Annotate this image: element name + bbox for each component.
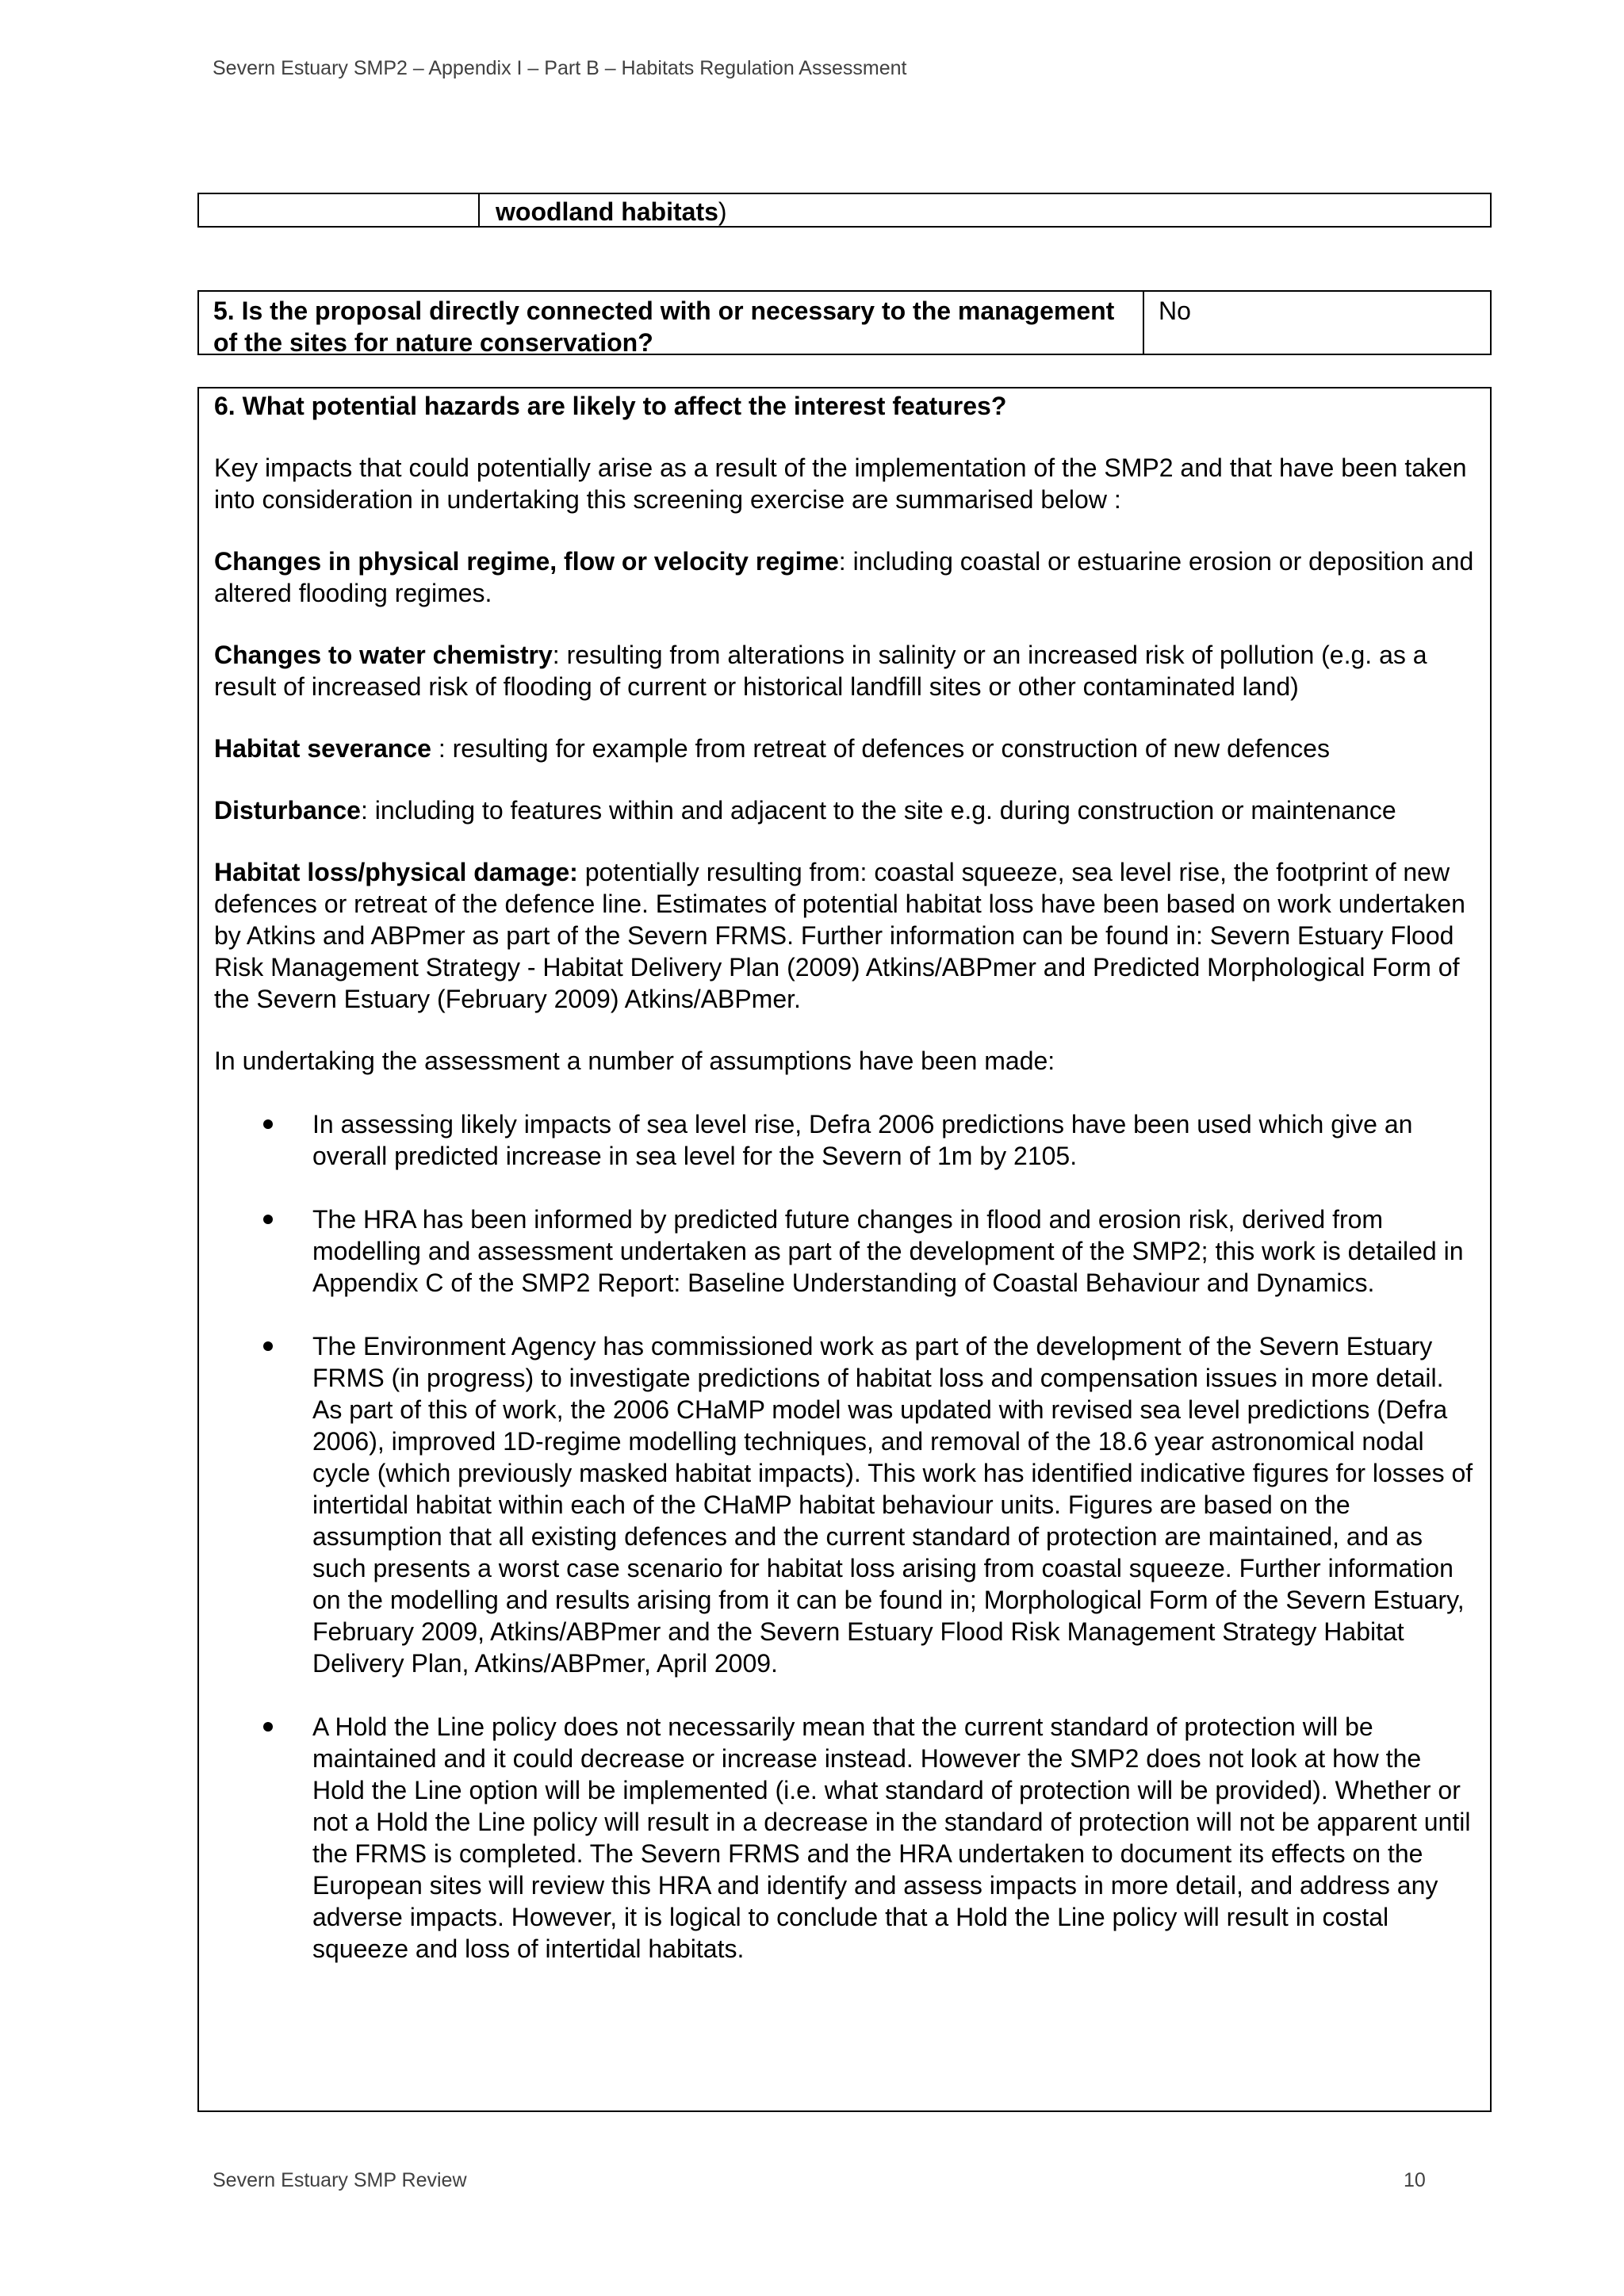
cell-divider [1143,292,1144,354]
list-item-text: The Environment Agency has commissioned work as part of the development of the Severn Estuary FRMS (in progress) to investigate predictions of habitat loss and compensation issues in more detail. As part of this of work, the 2006 CHaMP model was updated with revised sea level predictions (Defra 2006), improved 1D-regime modelling techniques, and removal of the 18.6 year astronomical nodal cycle (which previously masked habitat impacts). This work has identified indicative figures for losses of intertidal habitat within each of the CHaMP habitat behaviour units. Figures are based on the assumption that all existing defences and the current standard of protection are maintained, and as such presents a worst case scenario for habitat loss arising from coastal squeeze. Further information on the modelling and results arising from it can be found in; Morphological Form of the Severn Estuary, February 2009, Atkins/ABPmer and the Severn Estuary Flood Risk Management Strategy Habitat Delivery Plan, Atkins/ABPmer, April 2009. [312,1332,1473,1678]
bullet-icon [263,1215,273,1224]
cell-divider [478,194,480,226]
list-item [214,1108,1475,1172]
impact-paragraph [214,856,1475,1015]
list-item-text: The HRA has been informed by predicted future changes in flood and erosion risk, derived from modelling and assessment undertaken as part of the development of the SMP2; this work is detailed in Appendix C of the SMP2 Report: Baseline Understanding of Coastal Behaviour and Dynamics. [312,1205,1464,1297]
bullet-icon [263,1341,273,1351]
question-5-answer: No [1159,297,1191,325]
list-item [214,1203,1475,1299]
impact-paragraph [214,639,1475,702]
table-continuation-row [197,193,1492,228]
question-5-table [197,290,1492,355]
impact-paragraph [214,545,1475,609]
table-cell [496,197,727,227]
impact-label: Changes to water chemistry [214,641,553,669]
running-header: Severn Estuary SMP2 – Appendix I – Part B – Habitats Regulation Assessment [213,57,907,79]
question-5-text: 5. Is the proposal directly connected with or necessary to the management of the sites for nature conservation? [213,297,1115,357]
impacts-intro: Key impacts that could potentially arise as a result of the implementation of the SMP2 and that have been taken into consideration in undertaking this screening exercise are summarised below : [214,453,1467,514]
question-6-table [197,387,1492,2112]
impact-text: : including coastal or estuarine erosion or deposition and altered flooding regimes. [214,547,1474,607]
assumptions-intro: In undertaking the assessment a number of assumptions have been made: [214,1047,1055,1075]
list-item-text: In assessing likely impacts of sea level rise, Defra 2006 predictions have been used which give an overall predicted increase in sea level for the Severn of 1m by 2105. [312,1110,1413,1170]
assumptions-list [214,1108,1475,1965]
bullet-icon [263,1722,273,1732]
list-item [214,1330,1475,1679]
cell-bold-text: woodland habitats [496,197,718,226]
impact-text: : resulting for example from retreat of defences or construction of new defences [431,734,1330,763]
running-footer: Severn Estuary SMP Review [213,2169,467,2191]
impact-text: : resulting from alterations in salinity or an increased risk of pollution (e.g. as a result of increased risk of flooding of current or historical landfill sites or other contaminated land) [214,641,1427,701]
cell-tail-text: ) [718,197,727,226]
impact-text: potentially resulting from: coastal squeeze, sea level rise, the footprint of new defences or retreat of the defence line. Estimates of potential habitat loss have been based on work undertaken by Atkins and ABPmer as part of the Severn FRMS. Further information can be found in: Severn Estuary Flood Risk Management Strategy - Habitat Delivery Plan (2009) Atkins/ABPmer and Predicted Morphological Form of the Severn Estuary (February 2009) Atkins/ABPmer. [214,858,1465,1013]
impact-text: : including to features within and adjacent to the site e.g. during construction or maintenance [360,796,1396,825]
impact-label: Changes in physical regime, flow or velocity regime [214,547,839,576]
impact-label: Habitat severance [214,734,431,763]
impact-paragraph [214,794,1475,826]
list-item [214,1711,1475,1965]
impact-label: Habitat loss/physical damage: [214,858,578,886]
question-6-content [214,388,1475,1996]
bullet-icon [263,1119,273,1129]
impact-label: Disturbance [214,796,361,825]
question-6-heading: 6. What potential hazards are likely to affect the interest features? [214,392,1007,420]
impact-paragraph [214,733,1475,764]
page-number: 10 [1404,2169,1426,2191]
list-item-text: A Hold the Line policy does not necessarily mean that the current standard of protection will be maintained and it could decrease or increase instead. However the SMP2 does not look at how the Hold the Line option will be implemented (i.e. what standard of protection will be provided). Whether or not a Hold the Line policy will result in a decrease in the standard of protection will not be apparent until the FRMS is completed. The Severn FRMS and the HRA undertaken to document its effects on the European sites will review this HRA and identify and assess impacts in more detail, and address any adverse impacts. However, it is logical to conclude that a Hold the Line policy will result in costal squeeze and loss of intertidal habitats. [312,1712,1471,1963]
